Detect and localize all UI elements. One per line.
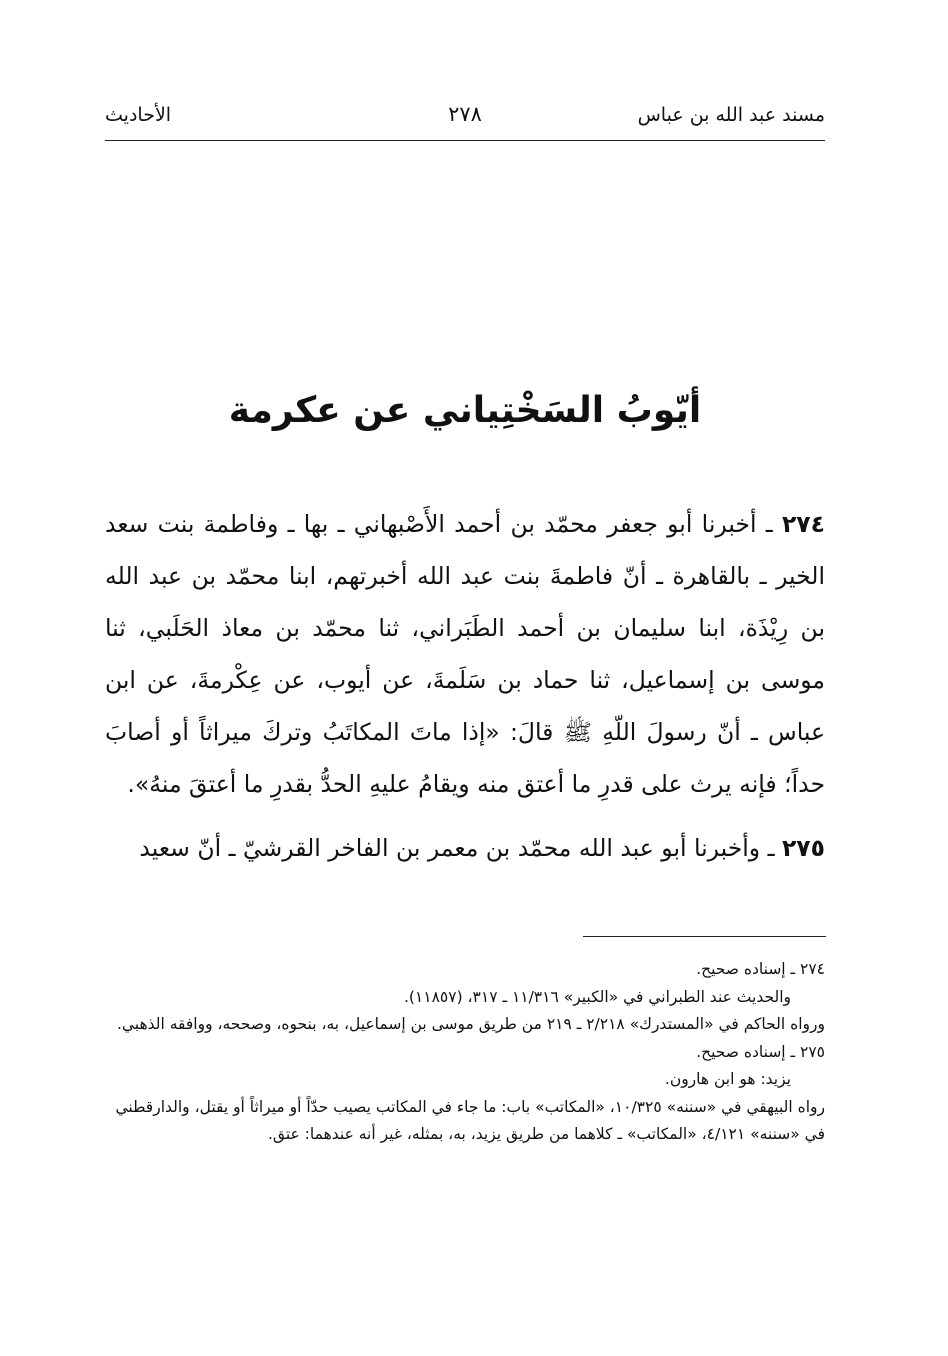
hadith-number: ٢٧٥ — [781, 834, 825, 862]
footnote-line: رواه البيهقي في «سننه» ١٠/٣٢٥، «المكاتب» باب: ما جاء في المكاتب يصيب حدّاً أو ميراثاً أو يقتل، والدارقطني في «سننه» ٤/١٢١، «المكاتب» ـ كلاهما من طريق يزيد، به، بمثله، غير أنه عندهما: عتق. — [115, 1097, 825, 1143]
footnotes — [105, 956, 825, 1149]
running-header — [105, 100, 825, 134]
chapter-title: أيّوبُ السَخْتِياني عن عكرمة — [228, 390, 702, 431]
footnote-275 — [105, 1039, 825, 1149]
footnote-line: يزيد: هو ابن هارون. — [664, 1070, 791, 1088]
footnote-line: ٢٧٤ ـ إسناده صحيح. — [696, 960, 825, 978]
footnote-274 — [105, 956, 825, 1039]
page-number: ٢٧٨ — [448, 102, 482, 126]
footnote-line: ٢٧٥ ـ إسناده صحيح. — [696, 1042, 825, 1061]
hadith-paragraph — [105, 822, 825, 874]
footnote-line: والحديث عند الطبراني في «الكبير» ١١/٣١٦ ـ ٣١٧، (١١٨٥٧). — [403, 987, 791, 1006]
header-divider — [105, 140, 825, 141]
footnote-line: ورواه الحاكم في «المستدرك» ٢/٢١٨ ـ ٢١٩ من طريق موسى بن إسماعيل، به، بنحوه، وصححه، ووافقه الذهبي. — [116, 1015, 825, 1033]
hadith-text: ـ وأخبرنا أبو عبد الله محمّد بن معمر بن الفاخر القرشيّ ـ أنّ سعيد — [139, 834, 782, 862]
hadith-text: ـ أخبرنا أبو جعفر محمّد بن أحمد الأَصْبهاني ـ بها ـ وفاطمة بنت سعد الخير ـ بالقاهرة ـ أنّ فاطمةَ بنت عبد الله أخبرتهم، ابنا محمّد بن عبد الله بن رِيْذَة، ابنا سليمان بن أحمد الطَبَراني، ثنا محمّد بن معاذ الحَلَبي، ثنا موسى بن إسماعيل، ثنا حماد بن سَلَمةَ، عن أيوب، عن عِكْرمةَ، عن ابن عباس ـ أنّ رسولَ اللّهِ ﷺ قالَ: «إذا ماتَ المكاتَبُ وتركَ ميراثاً أو أصابَ حداً؛ فإنه يرث على قدرِ ما أعتق منه ويقامُ عليهِ الحدُّ بقدرِ ما أعتقَ منهُ». — [105, 510, 825, 798]
section-title: الأحاديث — [105, 104, 172, 126]
hadith-paragraph — [105, 498, 825, 810]
footnote-divider — [583, 936, 826, 937]
hadith-number: ٢٧٤ — [781, 510, 825, 538]
main-text — [105, 498, 825, 874]
book-title: مسند عبد الله بن عباس — [637, 104, 825, 126]
